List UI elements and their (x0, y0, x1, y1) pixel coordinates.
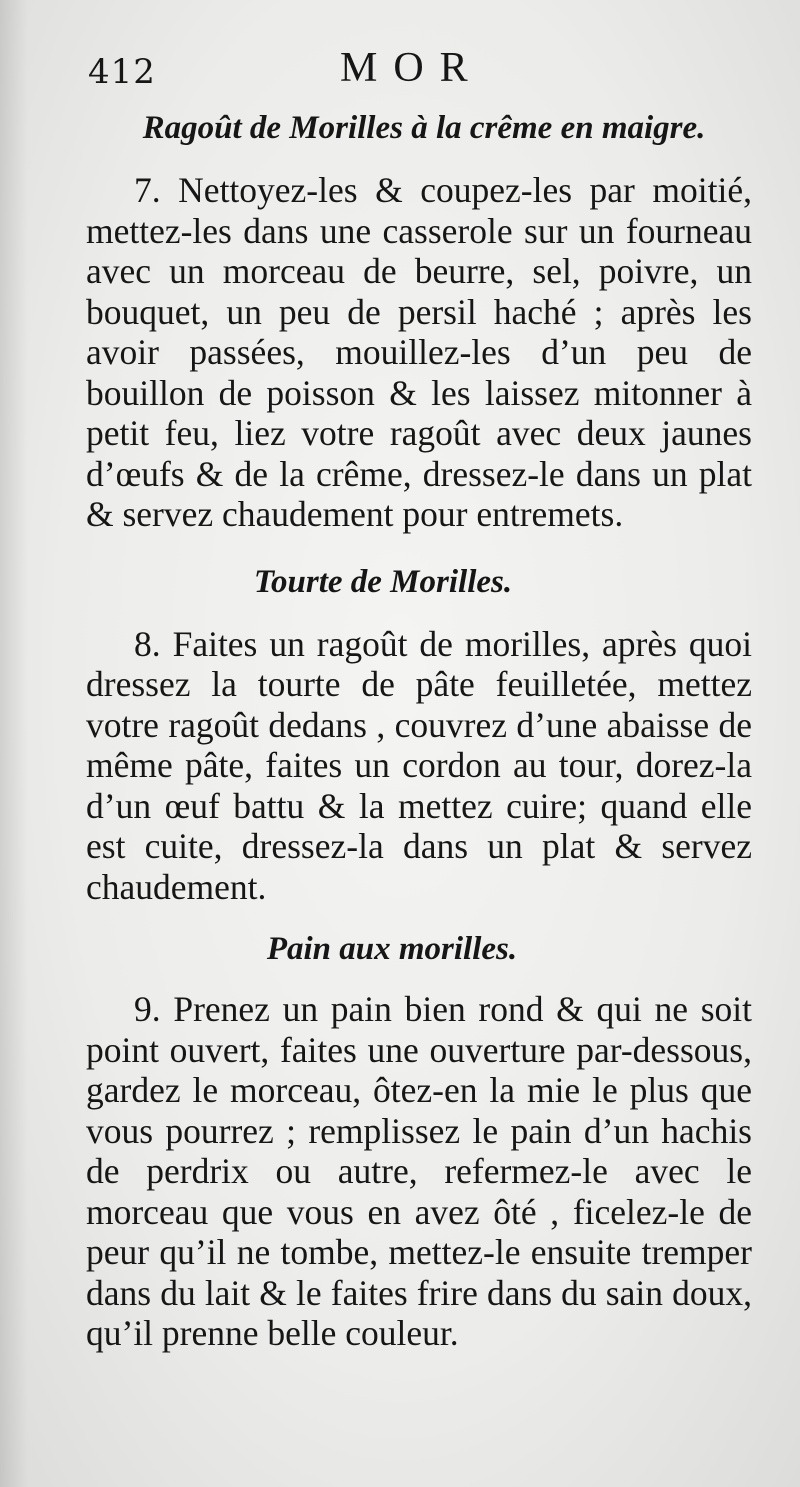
recipe-body (86, 170, 752, 535)
recipe-section (86, 106, 752, 535)
page-header (88, 44, 748, 104)
recipe-text: Faites un ragoût de morilles, après quoi dressez la tourte de pâte feuilletée, mettez votre ragoût dedans , couvrez d’une abaisse de même pâte, faites un cordon au tour, dorez-la d’un œuf battu & la mettez cuire; quand elle est cuite, dressez-la dans un plat & servez chaudement. (86, 623, 752, 907)
running-head: MOR (340, 45, 484, 91)
recipe-title: Ragoût de Morilles à la crême en maigre. (142, 110, 706, 146)
recipe-body (86, 624, 752, 908)
recipe-title: Tourte de Morilles. (253, 563, 513, 600)
recipe-text: Prenez un pain bien rond & qui ne soit point ouvert, faites une ouverture par-dessous, gardez le morceau, ôtez-en la mie le plus que vous pourrez ; remplissez le pain d’un hachis de perdrix ou autre, refermez-le avec le morceau que vous en avez ôté , ficelez-le de peur qu’il ne tombe, mettez-le ensuite tremper dans du lait & le faites frire dans du sain doux, qu’il prenne belle couleur. (86, 989, 753, 1353)
page-content (86, 106, 752, 1354)
recipe-section (86, 927, 752, 1354)
recipe-body (86, 989, 752, 1354)
recipe-number: 9. (134, 989, 161, 1029)
recipe-title: Pain aux morilles. (266, 931, 518, 967)
recipe-section (86, 560, 752, 908)
recipe-number: 8. (134, 623, 161, 664)
recipe-number: 7. (134, 170, 161, 210)
page-number: 412 (88, 52, 156, 92)
recipe-text: Nettoyez-les & coupez-les par moitié, mettez-les dans une casserole sur un fourneau avec un morceau de beurre, sel, poivre, un bouquet, un peu de persil haché ; après les avoir passées, mouillez-les d’un peu de bouillon de poisson & les laissez mitonner à petit feu, liez votre ragoût avec deux jaunes d’œufs & de la crême, dressez-le dans un plat & servez chaudement pour entremets. (86, 170, 753, 534)
